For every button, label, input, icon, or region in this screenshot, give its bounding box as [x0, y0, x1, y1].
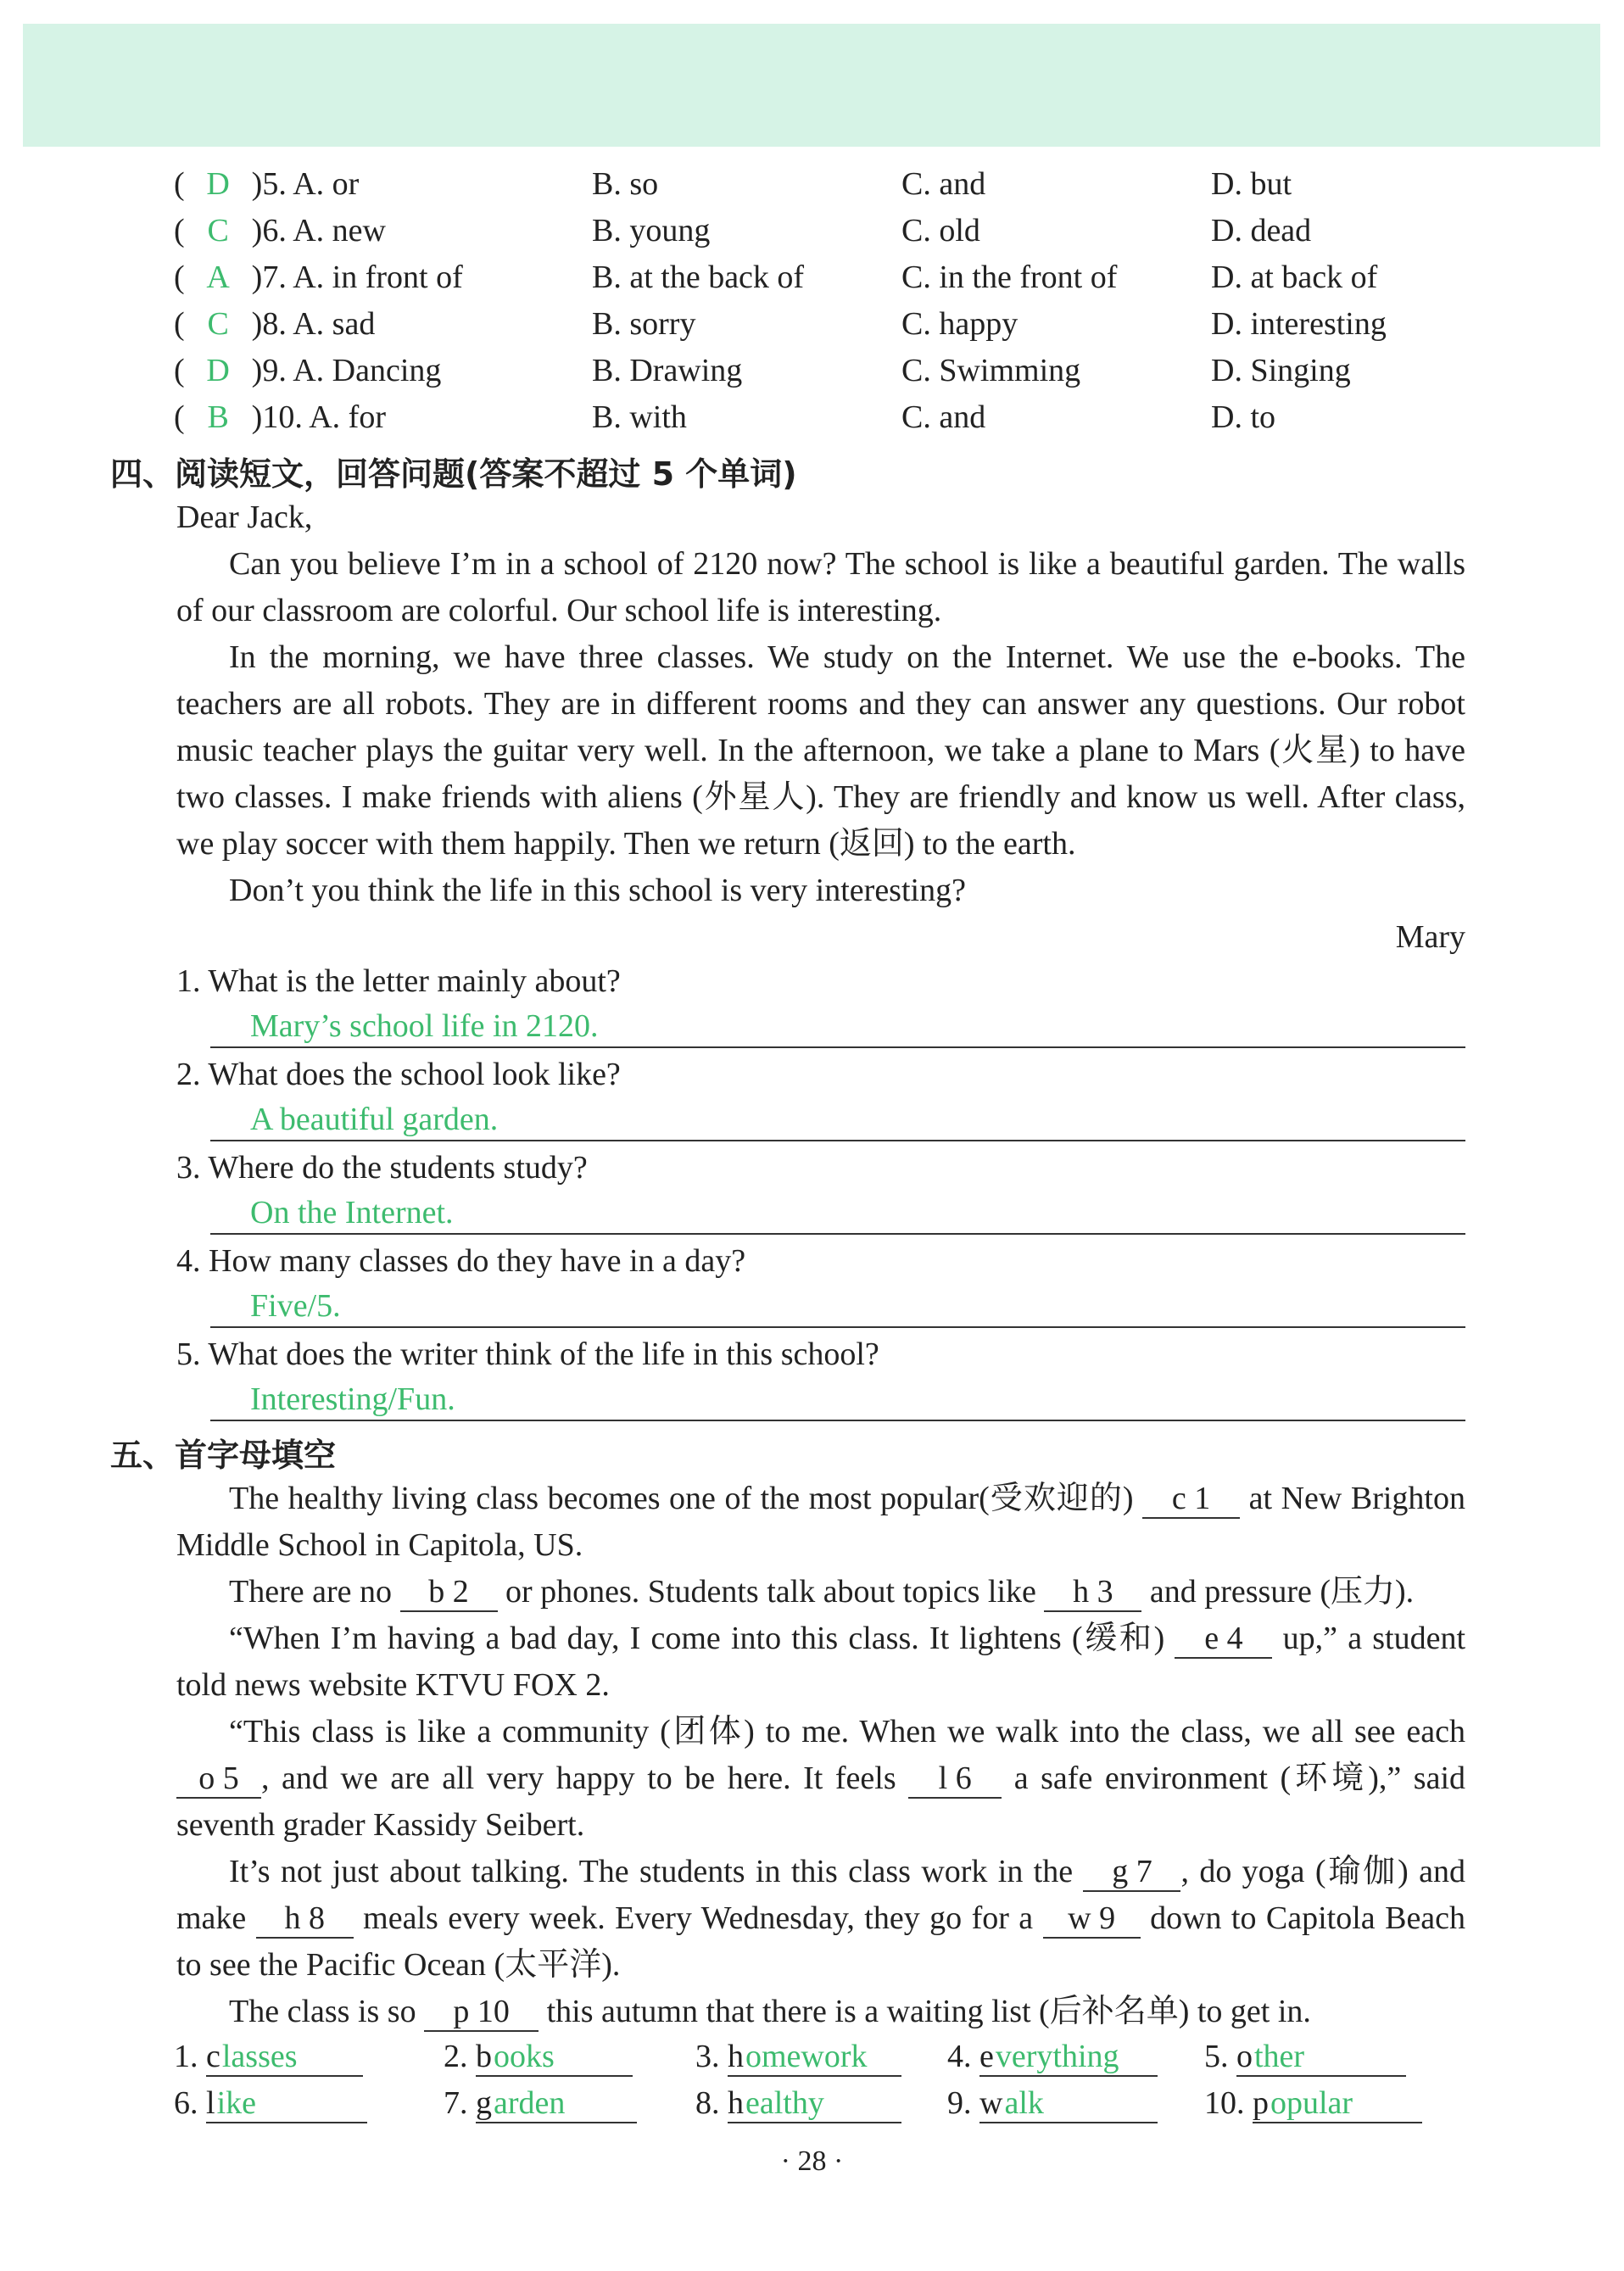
mc-number: 7.: [262, 259, 287, 295]
option-c: C. happy: [901, 306, 1018, 342]
fill-number: 9.: [947, 2085, 972, 2121]
cloze-paragraph-1: [176, 1476, 1465, 1569]
option-d: D. but: [1211, 166, 1292, 202]
fill-letter: o: [1236, 2039, 1253, 2074]
option-c: C. and: [901, 399, 986, 435]
fill-answers-row-1: [174, 2038, 1463, 2089]
option-a: A. for: [309, 399, 386, 435]
mc-number: 9.: [262, 353, 287, 388]
option-a: A. Dancing: [293, 353, 442, 388]
fill-number: 8.: [695, 2085, 720, 2121]
option-a: A. sad: [293, 306, 376, 342]
text: at New Brighton Middle School in Capitola, US.: [176, 1481, 1465, 1563]
answer-text: Five/5.: [250, 1288, 341, 1324]
text: , do yoga (瑜伽) and make: [176, 1854, 1465, 1936]
text: The healthy living class becomes one of the most popular(受欢迎的): [229, 1481, 1134, 1516]
fill-letter: w: [979, 2085, 1003, 2121]
mc-row-8: ( C )8. A. sad B. sorry C. happy D. interesting: [174, 306, 1387, 342]
question-5: 5. What does the writer think of the life in this school?: [176, 1336, 879, 1372]
answer-line-3: [210, 1189, 1465, 1235]
blank-5: o 5: [176, 1760, 261, 1799]
blank-8: h 8: [256, 1900, 354, 1939]
text: up,” a student told news website KTVU FOX 2.: [176, 1621, 1466, 1703]
blank-4: e 4: [1175, 1620, 1272, 1659]
mc-answer: D: [206, 166, 230, 202]
fill-number: 5.: [1204, 2039, 1229, 2074]
blank-6: l 6: [908, 1760, 1002, 1799]
fill-number: 1.: [174, 2039, 198, 2074]
fill-letter: h: [728, 2039, 744, 2074]
fill-rest: verything: [995, 2039, 1119, 2074]
text: “When I’m having a bad day, I come into this class. It lightens (缓和): [229, 1621, 1165, 1656]
answer-line-2: [210, 1096, 1465, 1141]
fill-rest: opular: [1270, 2085, 1353, 2121]
fill-answer-7: [444, 2084, 637, 2123]
option-b: B. sorry: [592, 306, 696, 342]
mc-answer: B: [207, 399, 229, 435]
option-d: D. Singing: [1211, 353, 1351, 388]
fill-rest: ike: [216, 2085, 256, 2121]
fill-answers-row-2: [174, 2084, 1463, 2135]
text: a safe environment (环境),” said seventh grader Kassidy Seibert.: [176, 1760, 1466, 1843]
option-d: D. at back of: [1211, 259, 1378, 295]
fill-answer-5: [1204, 2038, 1406, 2077]
text: this autumn that there is a waiting list (后补名单) to get in.: [546, 1994, 1311, 2029]
letter-paragraph-2: In the morning, we have three classes. We study on the Internet. We use the e-books. The teachers are all robots. They are in different rooms and they can answer any questions. Our robot music teacher plays the guitar very well. In the afternoon, we take a plane to Mars (火星) to have two classes. I make friends with aliens (外星人). They are friendly and know us well. After class, we play soccer with them happily. Then we return (返回) to the earth.: [176, 639, 1465, 862]
text: “This class is like a community (团体) to me. When we walk into the class, we all see each: [229, 1714, 1465, 1749]
blank-9: w 9: [1043, 1900, 1141, 1939]
cloze-paragraph-3: [176, 1615, 1465, 1709]
question-1: 1. What is the letter mainly about?: [176, 963, 621, 999]
option-a: A. new: [293, 213, 386, 248]
option-b: B. young: [592, 213, 711, 248]
answer-line-4: [210, 1282, 1465, 1328]
page-number: · 28 ·: [780, 2145, 844, 2177]
fill-number: 10.: [1204, 2085, 1245, 2121]
letter-paragraph-3: Don’t you think the life in this school is very interesting?: [229, 873, 966, 908]
fill-letter: e: [979, 2039, 994, 2074]
mc-answer: D: [206, 353, 230, 388]
fill-rest: ther: [1254, 2039, 1305, 2074]
question-3: 3. Where do the students study?: [176, 1150, 588, 1186]
fill-letter: b: [476, 2039, 492, 2074]
text: or phones. Students talk about topics like: [505, 1574, 1036, 1610]
text: , and we are all very happy to be here. It feels: [261, 1760, 896, 1796]
mc-number: 6.: [262, 213, 287, 248]
fill-answer-1: [174, 2038, 363, 2077]
option-d: D. to: [1211, 399, 1275, 435]
letter-signature: Mary: [1395, 919, 1465, 955]
text: There are no: [229, 1574, 392, 1610]
fill-answer-8: [695, 2084, 901, 2123]
mc-row-7: ( A )7. A. in front of B. at the back of C. in the front of D. at back of: [174, 259, 1378, 295]
cloze-paragraph-2: [176, 1569, 1465, 1615]
mc-row-9: ( D )9. A. Dancing B. Drawing C. Swimming D. Singing: [174, 353, 1351, 388]
mc-number: 8.: [262, 306, 287, 342]
fill-number: 4.: [947, 2039, 972, 2074]
fill-letter: l: [206, 2085, 215, 2121]
blank-1: c 1: [1142, 1480, 1240, 1519]
question-4: 4. How many classes do they have in a day?: [176, 1243, 746, 1279]
fill-rest: lasses: [221, 2039, 298, 2074]
letter-paragraph-1: Can you believe I’m in a school of 2120 now? The school is like a beautiful garden. The walls of our classroom are colorful. Our school life is interesting.: [176, 546, 1465, 628]
section4-heading: 四、阅读短文，回答问题(答案不超过 5 个单词): [110, 455, 797, 493]
mc-answer: C: [207, 306, 229, 342]
answer-line-5: [210, 1375, 1465, 1421]
answer-text: Interesting/Fun.: [250, 1381, 455, 1417]
mc-row-10: ( B )10. A. for B. with C. and D. to: [174, 399, 1275, 435]
mc-answer: A: [206, 259, 230, 295]
fill-rest: ooks: [494, 2039, 555, 2074]
answer-text: On the Internet.: [250, 1195, 454, 1230]
blank-3: h 3: [1044, 1573, 1141, 1612]
fill-answer-3: [695, 2038, 901, 2077]
fill-letter: h: [728, 2085, 744, 2121]
letter-greeting: Dear Jack,: [176, 499, 313, 535]
option-b: B. so: [592, 166, 659, 202]
fill-rest: ealthy: [745, 2085, 824, 2121]
mc-number: 5.: [262, 166, 287, 202]
answer-line-1: [210, 1002, 1465, 1048]
section5-heading: 五、首字母填空: [110, 1437, 337, 1474]
fill-letter: g: [476, 2085, 492, 2121]
option-b: B. at the back of: [592, 259, 805, 295]
fill-answer-6: [174, 2084, 367, 2123]
fill-letter: p: [1253, 2085, 1269, 2121]
blank-7: g 7: [1083, 1853, 1180, 1892]
option-d: D. interesting: [1211, 306, 1387, 342]
fill-rest: arden: [494, 2085, 566, 2121]
text: meals every week. Every Wednesday, they go for a: [363, 1900, 1034, 1936]
cloze-paragraph-5: [176, 1849, 1465, 1989]
answer-text: Mary’s school life in 2120.: [250, 1008, 599, 1044]
mc-row-6: ( C )6. A. new B. young C. old D. dead: [174, 213, 1312, 248]
option-b: B. Drawing: [592, 353, 743, 388]
blank-10: p 10: [424, 1993, 539, 2032]
fill-answer-2: [444, 2038, 633, 2077]
mc-number: 10.: [262, 399, 303, 435]
fill-number: 7.: [444, 2085, 468, 2121]
fill-rest: alk: [1004, 2085, 1044, 2121]
option-a: A. in front of: [293, 259, 463, 295]
fill-rest: omework: [745, 2039, 868, 2074]
question-2: 2. What does the school look like?: [176, 1057, 621, 1092]
text: The class is so: [229, 1994, 416, 2029]
option-a: A. or: [293, 166, 360, 202]
option-c: C. Swimming: [901, 353, 1081, 388]
fill-answer-9: [947, 2084, 1158, 2123]
fill-number: 3.: [695, 2039, 720, 2074]
option-b: B. with: [592, 399, 687, 435]
text: It’s not just about talking. The students in this class work in the: [229, 1854, 1074, 1889]
cloze-paragraph-4: [176, 1709, 1465, 1849]
fill-letter: c: [206, 2039, 220, 2074]
fill-answer-4: [947, 2038, 1158, 2077]
option-c: C. in the front of: [901, 259, 1118, 295]
text: down to Capitola Beach to see the Pacific Ocean (太平洋).: [176, 1900, 1466, 1983]
mc-row-5: ( D )5. A. or B. so C. and D. but: [174, 166, 1292, 202]
fill-number: 2.: [444, 2039, 468, 2074]
answer-text: A beautiful garden.: [250, 1102, 499, 1137]
text: and pressure (压力).: [1149, 1574, 1415, 1610]
fill-answer-10: [1204, 2084, 1422, 2123]
fill-number: 6.: [174, 2085, 198, 2121]
blank-2: b 2: [400, 1573, 498, 1612]
option-d: D. dead: [1211, 213, 1312, 248]
cloze-paragraph-6: [176, 1989, 1465, 2035]
option-c: C. and: [901, 166, 986, 202]
mc-answer: C: [207, 213, 229, 248]
option-c: C. old: [901, 213, 980, 248]
